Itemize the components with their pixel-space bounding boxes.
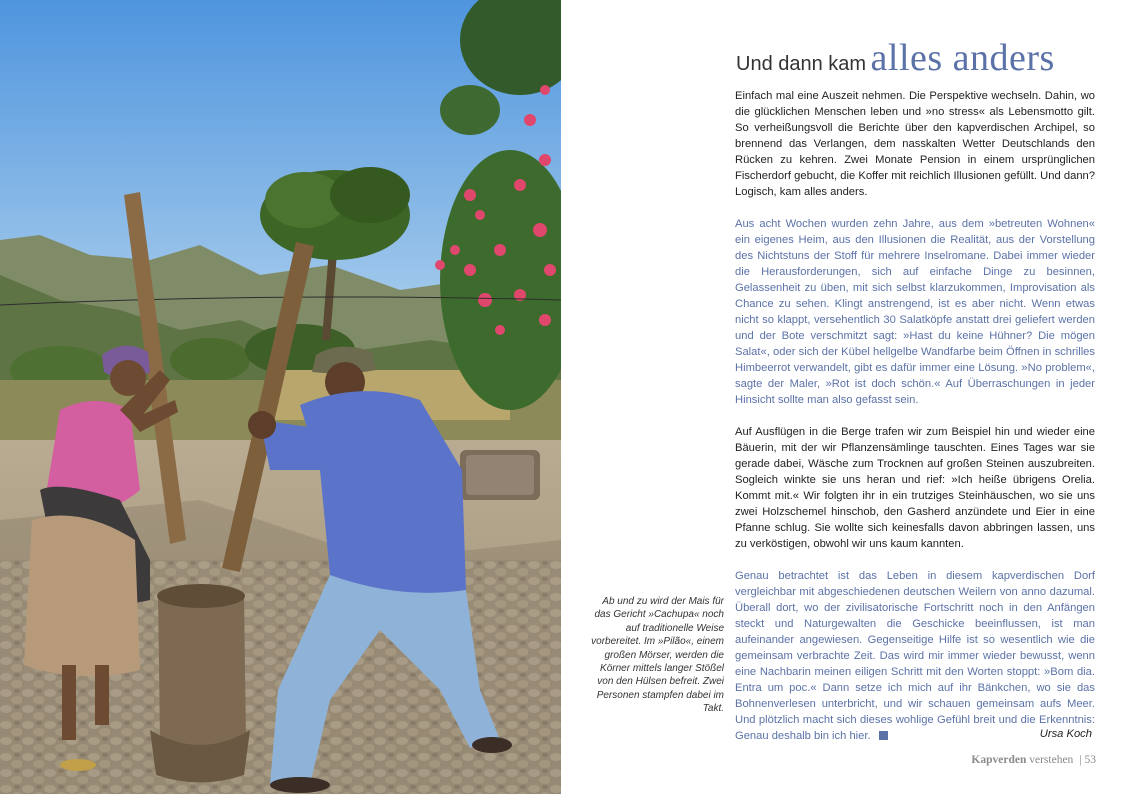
footer-section-bold: Kapverden bbox=[971, 754, 1027, 766]
mortar bbox=[158, 587, 246, 751]
paragraph-story: Auf Ausflügen in die Berge trafen wir zum Beispiel hin und wieder eine Bäuerin, mit der wir Pflanzensämlinge tauschten. Eines Tages war sie gerade dabei, Wäsche zum Trocknen auf großen Steinen auszubreiten. Sogleich winkte sie uns heran und rief: »Ich heiße übrigens Orelia. Kommt mit.« Wir folgten ihr in ein trutziges Steinhäuschen, wo sie uns zwei Holzschemel hinschob, den Gasherd anzündete und Eier in eine Pfanne schlug. Sie wollte sich keinesfalls davon abbringen lassen, uns zu verköstigen, obwohl wir uns kaum kannten. bbox=[735, 426, 1095, 550]
paragraph-highlight-2 bbox=[735, 568, 1095, 744]
author-name: Ursa Koch bbox=[1039, 728, 1092, 740]
paragraph-highlight-2-text: Genau betrachtet ist das Leben in diesem kapverdischen Dorf vergleichbar mit abgeschiedenen deutschen Weilern von anno dazumal. Überall dort, wo der zivilisatorische Fortschritt noch in den Anfängen steckt und Naturgewalten die Geschicke beeinflussen, ist man aufeinander angewiesen. Gegenseitige Hilfe ist so wesentlich wie die gemeinsam verbrachte Zeit. Das wird mir immer wieder bewusst, wenn eine Nachbarin meinen eiligen Schritt mit den Worten stoppt: »Bom dia. Entra um poc.« Dann setze ich mich auf ihr Bänkchen, wo sie das Bohnenverlesen unterbricht, und wir schauen gemeinsam aufs Meer. Und plötzlich macht sich dieses wohlige Gefühl breit und die Erkenntnis: Genau deshalb bin ich hier. bbox=[735, 570, 1095, 742]
footer-section: verstehen bbox=[1029, 754, 1074, 766]
end-mark-icon bbox=[879, 731, 888, 740]
photo-caption: Ab und zu wird der Mais für das Gericht »Cachupa« noch auf traditionelle Weise vorbereitet. Im »Pilão«, einem großen Mörser, werden die Körner mittels langer Stößel von den Hülsen befreit. Zwei Personen stampfen dabei im Takt. bbox=[591, 596, 724, 715]
page-footer bbox=[930, 754, 1096, 766]
title-lead: Und dann kam bbox=[736, 53, 867, 75]
footer-separator: | bbox=[1079, 754, 1082, 766]
page-number: 53 bbox=[1084, 754, 1096, 766]
article-title bbox=[736, 36, 1055, 80]
cover-photo bbox=[0, 0, 561, 794]
photo-illustration bbox=[0, 0, 561, 794]
title-emphasis: alles anders bbox=[870, 37, 1055, 79]
paragraph-intro: Einfach mal eine Auszeit nehmen. Die Perspektive wechseln. Dahin, wo die glücklichen Menschen leben und »no stress« als Lebensmotto gilt. So verheißungsvoll die Berichte über den kapverdischen Archipel, so brennend das Verlangen, dem nasskalten Wetter Deutschlands den Rücken zu kehren. Zwei Monate Pension in einem ursprünglichen Fischerdorf gebucht, die Koffer mit reichlich Illusionen gefüllt. Und dann? Logisch, kam alles anders. bbox=[735, 90, 1095, 198]
paragraph-highlight-1: Aus acht Wochen wurden zehn Jahre, aus dem »betreuten Wohnen« ein eigenes Heim, aus den Illusionen die Realität, aus der Vorstellung des Nichtstuns der Stoff für mehrere Inselromane. Dabei immer wieder die Herausforderungen, sich auf einfache Dinge zu besinnen, Gelassenheit zu üben, mit sich selbst klarzukommen, Improvisation als Chance zu sehen. Klingt anstrengend, ist es aber nicht. Wenn etwas nicht so klappt, versehentlich 30 Salatköpfe anstatt drei geliefert werden und der Bote verschmitzt sagt: »Hast du keine Hühner? Die mögen Salat«, oder sich der Kübel hellgelbe Wandfarbe beim Öffnen in schrilles Himbeerrot verwandelt, gibt es dafür immer eine Lösung. »No problem«, sagte der Maler, »Rot ist doch schön.« Auf Überraschungen in jeder Hinsicht sollte man also gefasst sein. bbox=[735, 218, 1095, 406]
